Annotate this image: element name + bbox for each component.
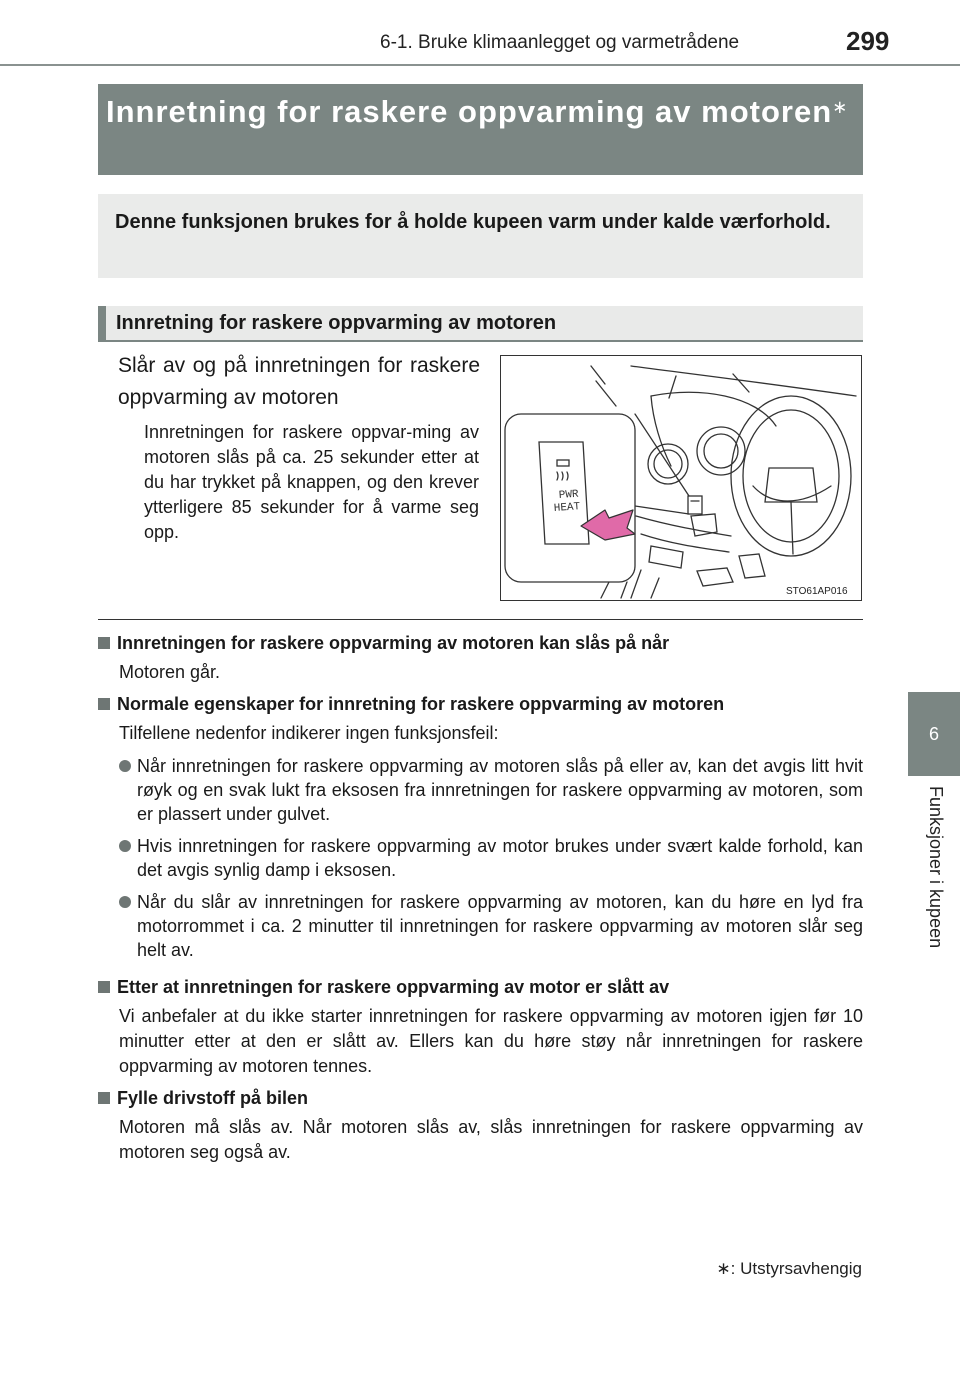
list-item	[98, 754, 863, 826]
running-header-section: 6-1. Bruke klimaanlegget og varmetrådene	[380, 32, 740, 53]
header-divider	[0, 64, 960, 66]
info-heading-text: Normale egenskaper for innretning for raskere oppvarming av motoren	[117, 694, 725, 714]
square-bullet-icon	[98, 698, 110, 710]
button-label-heat: HEAT	[553, 501, 581, 515]
info-text: Vi anbefaler at du ikke starter innretningen for raskere oppvarming av motoren igjen før 10 minutter etter at den er slått av. Ellers kan du høre støy når innretningen for raskere oppvarming av motoren tennes.	[119, 1006, 863, 1076]
lead-body: Innretningen for raskere oppvar-ming av motoren slås på ca. 25 sekunder etter at du har trykket på knappen, og den krever ytterligere 85 sekunder for å varme seg opp.	[144, 422, 479, 542]
info-block-after-off	[98, 974, 863, 1079]
subsection-title: Innretning for raskere oppvarming av motoren	[98, 306, 863, 342]
square-bullet-icon	[98, 637, 110, 649]
info-heading	[98, 630, 863, 656]
info-block-normal	[98, 691, 863, 962]
figure-code: STO61AP016	[786, 586, 848, 597]
page-title-text: Innretning for raskere oppvarming av motoren	[106, 94, 833, 129]
info-text: Motoren må slås av. Når motoren slås av, slås innretningen for raskere oppvarming av motoren seg også av.	[119, 1117, 863, 1162]
footnote: ∗: Utstyrsavhengig	[716, 1259, 862, 1278]
info-heading-text: Innretningen for raskere oppvarming av motoren kan slås på når	[117, 633, 670, 653]
section-divider	[98, 619, 863, 620]
info-heading-text: Etter at innretningen for raskere oppvarming av motor er slått av	[117, 977, 670, 997]
page-number: 299	[846, 26, 890, 56]
button-label-pwr: PWR	[558, 488, 580, 502]
page-title	[98, 84, 863, 175]
info-block-refuel	[98, 1085, 863, 1165]
list-item-text: Når innretningen for raskere oppvarming av motoren slås på eller av, kan det avgis litt hvit røyk og en svak lukt fra eksosen fra innretningen for raskere oppvarming av motoren, som er plassert under gulvet.	[137, 756, 863, 824]
info-text: Motoren går.	[119, 662, 221, 682]
round-bullet-icon	[119, 896, 131, 908]
info-heading	[98, 1085, 863, 1111]
info-heading	[98, 974, 863, 1000]
dashboard-illustration	[500, 355, 862, 601]
round-bullet-icon	[119, 840, 131, 852]
info-heading	[98, 691, 863, 717]
lead-heading: Slår av og på innretningen for raskere oppvarming av motoren	[118, 354, 480, 409]
list-item	[98, 890, 863, 962]
round-bullet-icon	[119, 760, 131, 772]
list-item-text: Når du slår av innretningen for raskere oppvarming av motoren, kan du høre en lyd fra motorrommet i ca. 2 minutter til innretningen for raskere oppvarming av motoren slår seg helt av.	[137, 892, 863, 960]
list-item	[98, 834, 863, 882]
chapter-title: Funksjoner i kupeen	[926, 786, 946, 949]
chapter-tab[interactable]: 6	[908, 692, 960, 776]
square-bullet-icon	[98, 1092, 110, 1104]
info-text: Tilfellene nedenfor indikerer ingen funksjonsfeil:	[119, 723, 499, 743]
info-heading-text: Fylle drivstoff på bilen	[117, 1088, 309, 1108]
intro-box: Denne funksjonen brukes for å holde kupeen varm under kalde værforhold.	[98, 194, 863, 278]
list-item-text: Hvis innretningen for raskere oppvarming av motor brukes under svært kalde forhold, kan det avgis synlig damp i eksosen.	[137, 836, 863, 880]
equipment-marker: ∗	[832, 97, 849, 117]
info-block-when	[98, 630, 863, 685]
dashboard-drawing	[501, 356, 861, 600]
square-bullet-icon	[98, 981, 110, 993]
